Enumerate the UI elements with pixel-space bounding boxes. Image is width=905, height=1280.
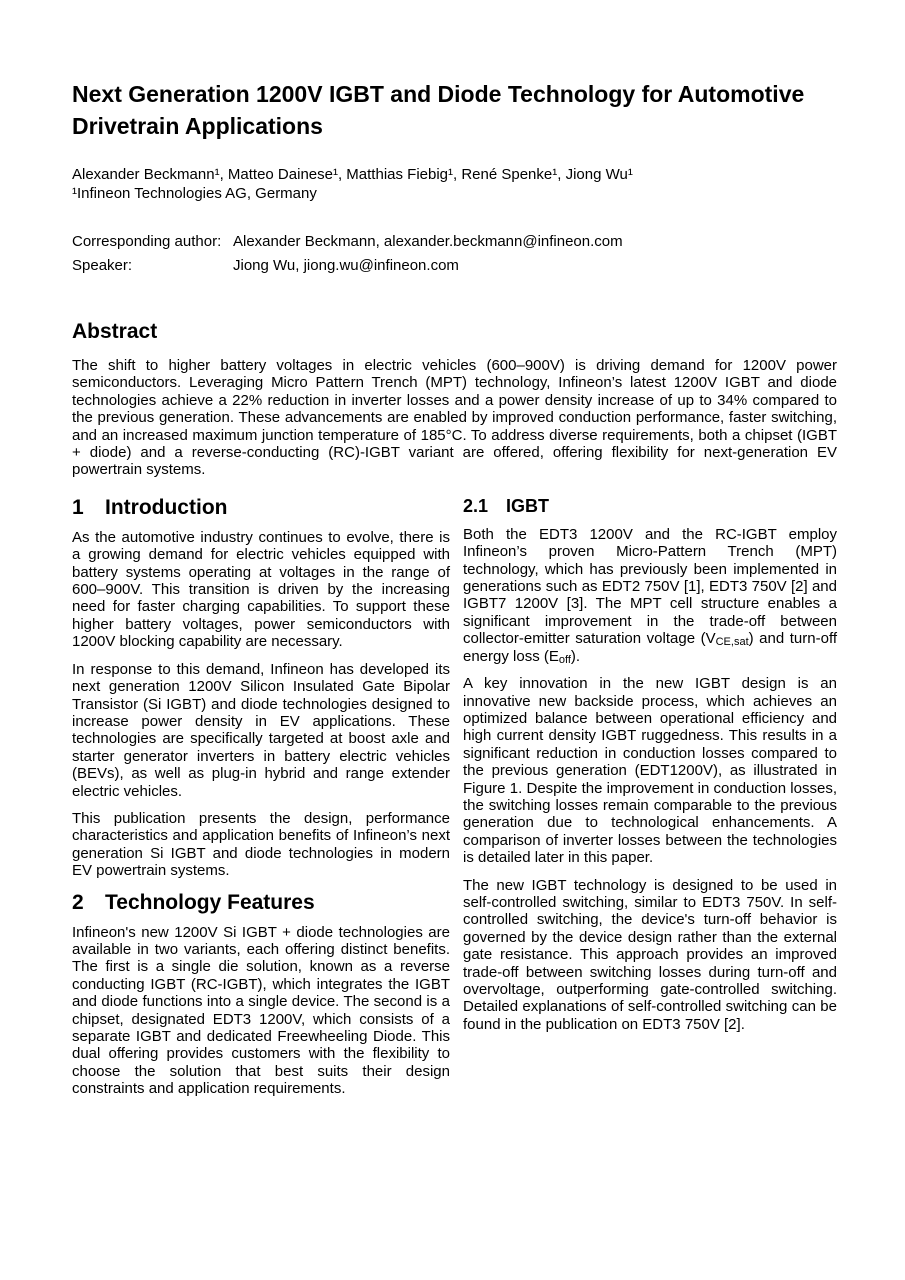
two-column-body — [72, 495, 837, 1108]
section-number: 2.1 — [463, 495, 489, 516]
section-title: Technology Features — [105, 890, 315, 914]
section-title: Introduction — [105, 495, 228, 519]
section-heading — [72, 890, 450, 916]
contact-row-speaker — [72, 254, 837, 278]
contact-row-corresponding-author — [72, 230, 837, 254]
contact-value: Jiong Wu, jiong.wu@infineon.com — [233, 257, 459, 274]
section-heading — [72, 495, 450, 521]
byline — [72, 165, 837, 203]
section-title: IGBT — [506, 495, 549, 516]
abstract-paragraph: The shift to higher battery voltages in electric vehicles (600–900V) is driving demand for 1200V power semiconductors. Leveraging Micro Pattern Trench (MPT) technology, Infineon’s latest 1200V IGBT and diode technologies achieve a 22% reduction in inverter losses and a power density increase of up to 34% compared to the previous generation. These advancements are enabled by improved conduction performance, faster switching, and an increased maximum junction temperature of 185°C. To address diverse requirements, both a chipset (IGBT + diode) and a reverse-conducting (RC)-IGBT variant are offered, offering flexibility for next-generation EV powertrain systems. — [72, 357, 837, 479]
paragraph: As the automotive industry continues to evolve, there is a growing demand for electric vehicles equipped with battery systems operating at voltages in the range of 600–900V. This transition is driven by the increasing need for faster charging capabilities. To support these higher battery voltages, power semiconductors with 1200V blocking capability are necessary. — [72, 528, 450, 651]
abstract-heading: Abstract — [72, 320, 158, 343]
page-title: Next Generation 1200V IGBT and Diode Technology for Automotive Drivetrain Applications — [72, 81, 805, 139]
paragraph: In response to this demand, Infineon has developed its next generation 1200V Silicon Insulated Gate Bipolar Transistor (Si IGBT) and diode technologies designed to increase power density in EV applications. These technologies are specifically targeted at boost axle and starter generator inverters in battery electric vehicles (BEVs), as well as plug-in hybrid and range extender electric vehicles. — [72, 660, 450, 800]
authors-line: Alexander Beckmann¹, Matteo Dainese¹, Matthias Fiebig¹, René Spenke¹, Jiong Wu¹ — [72, 166, 633, 183]
section-number: 1 — [72, 495, 84, 519]
paragraph: Infineon's new 1200V Si IGBT + diode technologies are available in two variants, each offering distinct benefits. The first is a single die solution, known as a reverse conducting IGBT (RC-IGBT), which integrates the IGBT and diode functions into a single device. The second is a chipset, designated EDT3 1200V, which consists of a separate IGBT and dedicated Freewheeling Diode. This dual offering provides customers with the flexibility to choose the solution that best suits their design constraints and application requirements. — [72, 923, 450, 1098]
paragraph: The new IGBT technology is designed to be used in self-controlled switching, similar to EDT3 750V. In self-controlled switching, the device's turn-off behavior is governed by the device design rather than the external gate resistance. This approach provides an improved trade-off between switching losses during turn-off and overvoltage, outperforming gate-controlled switching. Detailed explanations of self-controlled switching can be found in the publication on EDT3 750V [2]. — [463, 876, 837, 1033]
affiliation-line: ¹Infineon Technologies AG, Germany — [72, 185, 317, 202]
section-heading — [463, 495, 837, 518]
paragraph: A key innovation in the new IGBT design is an innovative new backside process, which achieves an optimized balance between operational efficiency and high current density IGBT ruggedness. This results in a significant reduction in conduction losses compared to the previous generation (EDT1200V), as illustrated in Figure 1. Despite the improvement in conduction losses, the switching losses remain comparable to the previous generation due to technological enhancements. A comparison of inverter losses between the technologies is detailed later in this paper. — [463, 675, 837, 867]
column-left — [72, 495, 450, 1108]
contact-label: Speaker: — [72, 257, 133, 274]
paragraph: Both the EDT3 1200V and the RC-IGBT employ Infineon’s proven Micro-Pattern Trench (MPT) technology, which has previously been implemented in generations such as EDT2 750V [1], EDT3 750V [2] and IGBT7 1200V [3]. The MPT cell structure enables a significant improvement in the trade-off between collector-emitter saturation voltage $(V_{CE,sat})$ and turn-off energy loss $(E_{off})$. — [463, 525, 838, 666]
contact-block — [72, 230, 837, 278]
column-right — [463, 495, 837, 1043]
paragraph: This publication presents the design, performance characteristics and application benefits of Infineon’s next generation Si IGBT and diode technologies in modern EV powertrain systems. — [72, 809, 450, 880]
contact-label: Corresponding author: — [72, 233, 222, 250]
section-number: 2 — [72, 890, 84, 914]
contact-value: Alexander Beckmann, alexander.beckmann@infineon.com — [233, 233, 623, 250]
